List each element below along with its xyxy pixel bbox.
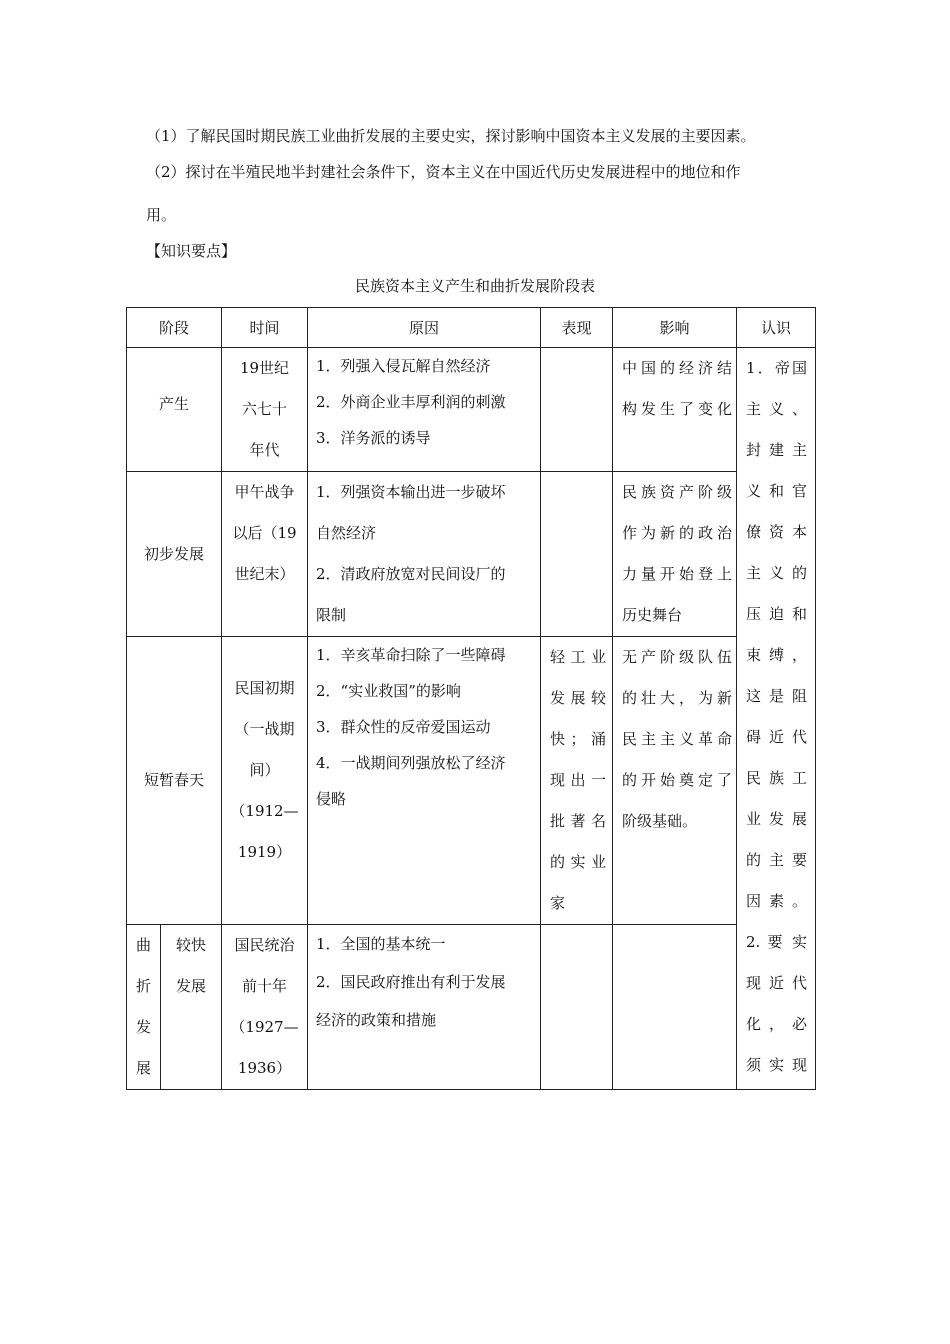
time-line: （1912—	[230, 802, 299, 820]
impact-line: 中国的经济结	[622, 359, 733, 377]
reason-line: 1．列强资本输出进一步破坏	[316, 483, 506, 501]
understanding-line: 化 ， 必	[746, 1015, 808, 1033]
time-cell	[222, 472, 308, 637]
stage-cell: 初步发展	[127, 472, 222, 637]
time-line: （1927—	[230, 1018, 299, 1036]
reason-line: 3．洋务派的诱导	[316, 429, 431, 447]
time-line: 1919）	[237, 843, 292, 861]
stage-outer-char: 曲	[135, 936, 151, 954]
impact-line: 民主主义革命	[622, 730, 733, 748]
reason-cell	[308, 637, 541, 925]
table-row	[127, 472, 816, 637]
time-line: 以后（19	[232, 524, 297, 542]
performance-line: 现出一	[550, 771, 607, 789]
stage-cell: 产生	[127, 348, 222, 472]
impact-line: 无产阶级队伍	[622, 648, 733, 666]
reason-line: 侵略	[316, 790, 347, 808]
understanding-cell	[737, 348, 816, 1090]
reason-cell	[308, 348, 541, 472]
understanding-line: 僚 资 本	[746, 523, 808, 541]
objective-2-continued: 用。	[146, 206, 177, 224]
reason-line: 限制	[316, 606, 347, 624]
header-stage: 阶段	[127, 308, 222, 348]
performance-line: 轻工业	[550, 648, 607, 666]
performance-line: 发展较	[550, 689, 607, 707]
time-cell	[222, 925, 308, 1090]
understanding-line: 2. 要 实	[746, 933, 808, 951]
reason-line: 3．群众性的反帝爱国运动	[316, 718, 491, 736]
impact-line: 作为新的政治	[622, 524, 733, 542]
header-impact: 影响	[613, 308, 737, 348]
understanding-line: 封 建 主	[746, 441, 808, 459]
understanding-line: 民 族 工	[746, 769, 808, 787]
impact-cell	[613, 637, 737, 925]
reason-cell	[308, 472, 541, 637]
objective-2: （2）探讨在半殖民地半封建社会条件下，资本主义在中国近代历史发展进程中的地位和作	[146, 163, 741, 181]
performance-cell	[541, 925, 613, 1090]
reason-line: 1．列强入侵瓦解自然经济	[316, 357, 491, 375]
understanding-line: 压 迫 和	[746, 605, 808, 623]
stage-outer-char: 发	[135, 1018, 151, 1036]
time-line: 世纪末）	[234, 565, 295, 583]
reason-line: 2．“实业救国”的影响	[316, 682, 461, 700]
understanding-line: 主 义 的	[746, 564, 808, 582]
table-caption: 民族资本主义产生和曲折发展阶段表	[354, 277, 595, 295]
reason-line: 2．清政府放宽对民间设厂的	[316, 565, 506, 583]
performance-line: 快；涌	[550, 730, 607, 748]
table-row	[127, 348, 816, 472]
performance-cell	[541, 472, 613, 637]
stage-inner-line: 发展	[176, 977, 207, 995]
understanding-line: 1．帝国	[746, 359, 808, 377]
reason-cell	[308, 925, 541, 1090]
time-cell	[222, 637, 308, 925]
impact-cell	[613, 348, 737, 472]
header-time: 时间	[222, 308, 308, 348]
section-title: 【知识要点】	[146, 242, 237, 260]
time-line: 间）	[249, 761, 280, 779]
objective-1: （1）了解民国时期民族工业曲折发展的主要史实，探讨影响中国资本主义发展的主要因素。	[146, 127, 756, 145]
time-line: 年代	[249, 441, 280, 459]
impact-line: 历史舞台	[622, 606, 683, 624]
impact-cell	[613, 472, 737, 637]
reason-line: 自然经济	[316, 524, 377, 542]
stage-inner-line: 较快	[176, 936, 207, 954]
understanding-line: 业 发 展	[746, 810, 808, 828]
time-line: 前十年	[242, 977, 288, 995]
time-line: 六七十	[242, 400, 288, 418]
stage-cell: 短暂春天	[127, 637, 222, 925]
impact-line: 的开始奠定了	[622, 771, 733, 789]
performance-line: 的实业	[550, 853, 607, 871]
impact-line: 力量开始登上	[622, 565, 733, 583]
understanding-line: 因素。	[746, 892, 808, 910]
time-line: （一战期	[234, 720, 295, 738]
reason-line: 4．一战期间列强放松了经济	[316, 754, 506, 772]
understanding-line: 碍 近 代	[746, 728, 808, 746]
impact-line: 民族资产阶级	[622, 483, 733, 501]
time-line: 民国初期	[234, 679, 295, 697]
stage-outer-cell	[127, 925, 161, 1090]
table-row	[127, 637, 816, 925]
reason-line: 1．辛亥革命扫除了一些障碍	[316, 646, 506, 664]
understanding-line: 义 和 官	[746, 482, 808, 500]
reason-line: 2．国民政府推出有利于发展	[316, 973, 506, 991]
understanding-line: 主 义 、	[746, 400, 808, 418]
understanding-line: 的 主 要	[746, 851, 808, 869]
stage-outer-char: 折	[135, 977, 151, 995]
time-line: 甲午战争	[234, 483, 295, 501]
header-understanding: 认识	[737, 308, 816, 348]
understanding-line: 束 缚 ，	[746, 646, 808, 664]
time-cell	[222, 348, 308, 472]
table-header-row	[127, 308, 816, 348]
reason-line: 1．全国的基本统一	[316, 935, 446, 953]
performance-line: 批著名	[550, 812, 607, 830]
understanding-line: 这 是 阻	[746, 687, 808, 705]
time-line: 19世纪	[239, 359, 290, 377]
impact-line: 的壮大，为新	[622, 689, 733, 707]
understanding-line: 现 近 代	[746, 974, 808, 992]
performance-line: 家	[550, 894, 566, 912]
stage-inner-cell	[161, 925, 222, 1090]
impact-cell	[613, 925, 737, 1090]
understanding-line: 须 实 现	[746, 1056, 808, 1074]
performance-cell	[541, 348, 613, 472]
header-performance: 表现	[541, 308, 613, 348]
impact-line: 阶级基础。	[622, 812, 698, 830]
stages-table	[126, 307, 816, 1090]
header-reason: 原因	[308, 308, 541, 348]
stage-outer-char: 展	[135, 1059, 151, 1077]
reason-line: 2．外商企业丰厚利润的刺激	[316, 393, 506, 411]
time-line: 国民统治	[234, 936, 295, 954]
performance-cell	[541, 637, 613, 925]
impact-line: 构发生了变化	[622, 400, 733, 418]
time-line: 1936）	[237, 1059, 292, 1077]
reason-line: 经济的政策和措施	[316, 1011, 437, 1029]
table-row	[127, 925, 816, 1090]
